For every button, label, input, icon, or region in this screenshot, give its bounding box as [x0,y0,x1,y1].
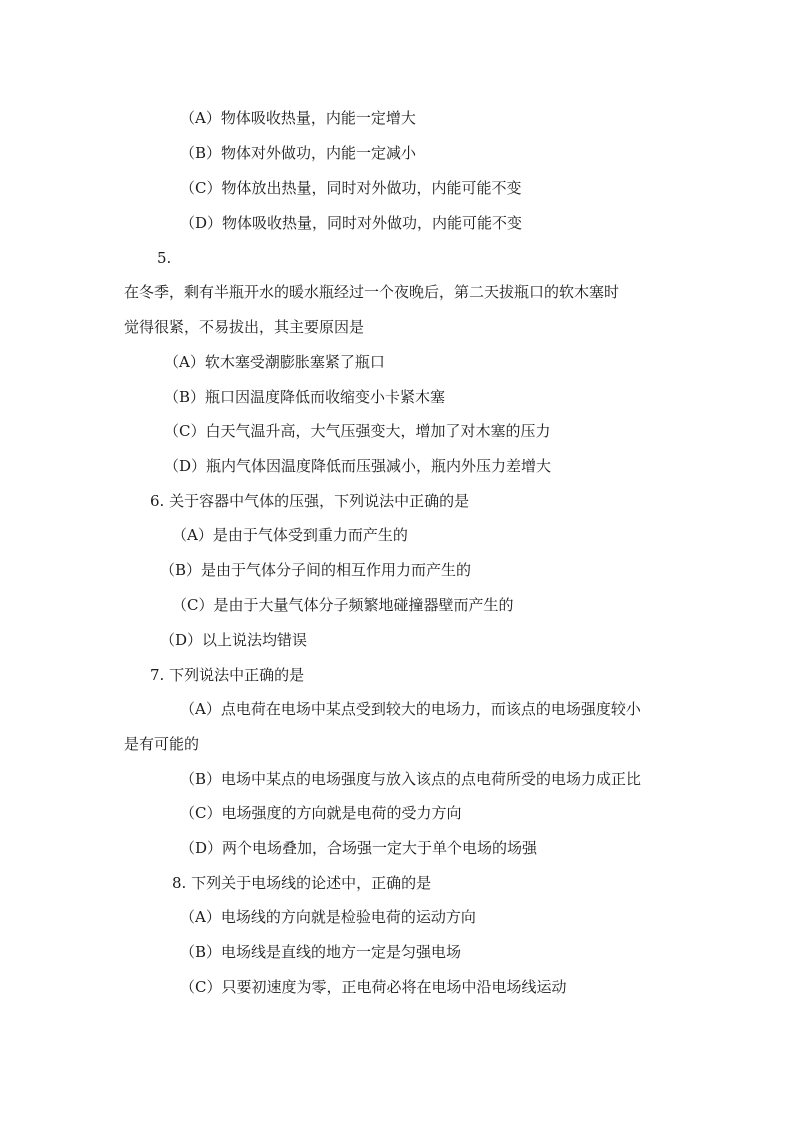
q7-option-d: （D）两个电场叠加，合场强一定大于单个电场的场强 [180,839,538,857]
q5-option-d: （D）瓶内气体因温度降低而压强减小，瓶内外压力差增大 [164,457,552,475]
q7-option-b: （B）电场中某点的电场强度与放入该点的点电荷所受的电场力成正比 [180,770,642,788]
q6-stem: 6. 关于容器中气体的压强，下列说法中正确的是 [150,492,470,510]
q7-stem: 7. 下列说法中正确的是 [150,666,305,684]
q4-option-a: （A）物体吸收热量，内能一定增大 [180,109,416,127]
q8-option-b: （B）电场线是直线的地方一定是匀强电场 [180,943,462,961]
q8-option-a: （A）电场线的方向就是检验电荷的运动方向 [180,908,476,926]
q5-option-c: （C）白天气温升高，大气压强变大，增加了对木塞的压力 [164,422,551,440]
q6-option-d: （D）以上说法均错误 [160,631,308,649]
q5-option-b: （B）瓶口因温度降低而收缩变小卡紧木塞 [164,388,446,406]
q7-option-a-line2: 是有可能的 [124,735,200,753]
q5-option-a: （A）软木塞受潮膨胀塞紧了瓶口 [164,353,385,371]
q7-option-a-line1: （A）点电荷在电场中某点受到较大的电场力，而该点的电场强度较小 [180,700,641,718]
q4-option-d: （D）物体吸收热量，同时对外做功，内能可能不变 [180,214,523,232]
q5-stem-line1: 在冬季，剩有半瓶开水的暖水瓶经过一个夜晚后，第二天拔瓶口的软木塞时 [124,283,620,301]
q8-stem: 8. 下列关于电场线的论述中，正确的是 [172,874,432,892]
q8-option-c: （C）只要初速度为零，正电荷必将在电场中沿电场线运动 [180,978,567,996]
q4-option-b: （B）物体对外做功，内能一定减小 [180,144,417,162]
q6-option-b: （B）是由于气体分子间的相互作用力而产生的 [160,561,472,579]
q4-option-c: （C）物体放出热量，同时对外做功，内能可能不变 [180,179,522,197]
q6-option-a: （A）是由于气体受到重力而产生的 [172,526,408,544]
q7-option-c: （C）电场强度的方向就是电荷的受力方向 [180,804,462,822]
q5-stem-line2: 觉得很紧，不易拔出，其主要原因是 [124,318,365,336]
q5-number: 5. [157,249,172,267]
q6-option-c: （C）是由于大量气体分子频繁地碰撞器壁而产生的 [172,596,514,614]
